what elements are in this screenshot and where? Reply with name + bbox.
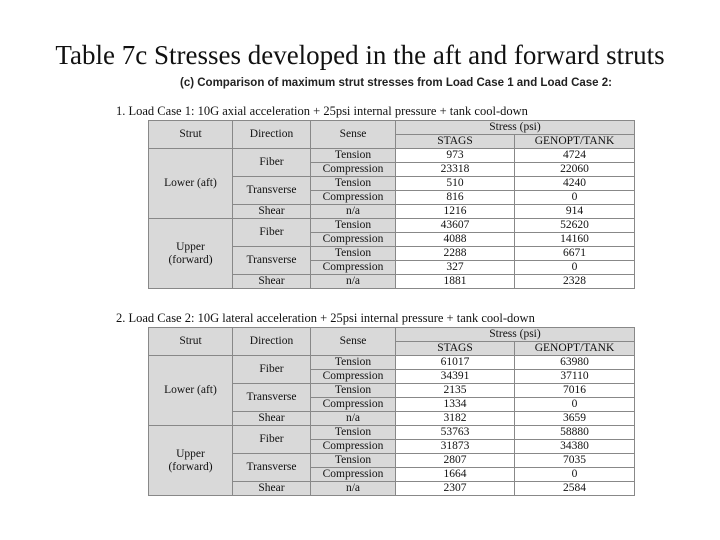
genopt-value: 914 [515, 205, 635, 219]
genopt-value: 6671 [515, 247, 635, 261]
direction-fiber: Fiber [233, 356, 311, 384]
case1-title: 1. Load Case 1: 10G axial acceleration + 25psi internal pressure + tank cool-down [116, 104, 528, 118]
sense-cell: Compression [311, 191, 396, 205]
genopt-value: 0 [515, 191, 635, 205]
stags-value: 61017 [396, 356, 515, 370]
stags-value: 4088 [396, 233, 515, 247]
direction-shear: Shear [233, 412, 311, 426]
header-direction: Direction [233, 121, 311, 149]
direction-transverse: Transverse [233, 247, 311, 275]
header-stags: STAGS [396, 135, 515, 149]
header-strut: Strut [149, 121, 233, 149]
sense-cell: Compression [311, 233, 396, 247]
genopt-value: 2584 [515, 482, 635, 496]
stags-value: 510 [396, 177, 515, 191]
sense-cell: Compression [311, 398, 396, 412]
case1-table [148, 120, 635, 289]
genopt-value: 3659 [515, 412, 635, 426]
table-row [149, 149, 635, 163]
direction-fiber: Fiber [233, 426, 311, 454]
sense-cell: Tension [311, 384, 396, 398]
genopt-value: 58880 [515, 426, 635, 440]
stags-value: 816 [396, 191, 515, 205]
stags-value: 34391 [396, 370, 515, 384]
sense-cell: Tension [311, 426, 396, 440]
strut-upper-line1: Upper [176, 447, 205, 460]
strut-upper [149, 426, 233, 496]
sense-cell: Tension [311, 149, 396, 163]
sense-cell: n/a [311, 482, 396, 496]
genopt-value: 52620 [515, 219, 635, 233]
case2-title: 2. Load Case 2: 10G lateral acceleration + 25psi internal pressure + tank cool-down [116, 311, 535, 325]
sense-cell: Compression [311, 261, 396, 275]
strut-lower: Lower (aft) [149, 149, 233, 219]
header-strut: Strut [149, 328, 233, 356]
sense-cell: Tension [311, 177, 396, 191]
genopt-value: 14160 [515, 233, 635, 247]
genopt-value: 7016 [515, 384, 635, 398]
direction-fiber: Fiber [233, 219, 311, 247]
stags-value: 3182 [396, 412, 515, 426]
direction-shear: Shear [233, 205, 311, 219]
direction-fiber: Fiber [233, 149, 311, 177]
header-direction: Direction [233, 328, 311, 356]
genopt-value: 4240 [515, 177, 635, 191]
genopt-value: 37110 [515, 370, 635, 384]
strut-upper [149, 219, 233, 289]
stags-value: 53763 [396, 426, 515, 440]
stags-value: 2135 [396, 384, 515, 398]
direction-shear: Shear [233, 482, 311, 496]
header-genopt: GENOPT/TANK [515, 342, 635, 356]
sense-cell: Tension [311, 247, 396, 261]
direction-transverse: Transverse [233, 454, 311, 482]
stags-value: 1334 [396, 398, 515, 412]
sense-cell: Compression [311, 468, 396, 482]
sense-cell: Tension [311, 356, 396, 370]
case2-table [148, 327, 635, 496]
stags-value: 31873 [396, 440, 515, 454]
stags-value: 973 [396, 149, 515, 163]
sense-cell: n/a [311, 412, 396, 426]
stags-value: 1881 [396, 275, 515, 289]
header-stags: STAGS [396, 342, 515, 356]
stags-value: 327 [396, 261, 515, 275]
table-row [149, 219, 635, 233]
table-row [149, 356, 635, 370]
stags-value: 23318 [396, 163, 515, 177]
stags-value: 1216 [396, 205, 515, 219]
sense-cell: n/a [311, 275, 396, 289]
sense-cell: Compression [311, 440, 396, 454]
table-subtitle: (c) Comparison of maximum strut stresses from Load Case 1 and Load Case 2: [180, 77, 613, 89]
stags-value: 43607 [396, 219, 515, 233]
direction-shear: Shear [233, 275, 311, 289]
genopt-value: 34380 [515, 440, 635, 454]
strut-upper-line2: (forward) [168, 460, 213, 473]
genopt-value: 4724 [515, 149, 635, 163]
genopt-value: 0 [515, 398, 635, 412]
stags-value: 2307 [396, 482, 515, 496]
genopt-value: 22060 [515, 163, 635, 177]
header-stress: Stress (psi) [396, 121, 635, 135]
genopt-value: 0 [515, 468, 635, 482]
stags-value: 2807 [396, 454, 515, 468]
strut-upper-line1: Upper [176, 240, 205, 253]
genopt-value: 7035 [515, 454, 635, 468]
sense-cell: Compression [311, 163, 396, 177]
direction-transverse: Transverse [233, 177, 311, 205]
genopt-value: 63980 [515, 356, 635, 370]
strut-lower: Lower (aft) [149, 356, 233, 426]
stags-value: 2288 [396, 247, 515, 261]
slide-title: Table 7c Stresses developed in the aft and forward struts [55, 40, 665, 70]
genopt-value: 2328 [515, 275, 635, 289]
header-genopt: GENOPT/TANK [515, 135, 635, 149]
sense-cell: n/a [311, 205, 396, 219]
genopt-value: 0 [515, 261, 635, 275]
sense-cell: Tension [311, 219, 396, 233]
sense-cell: Compression [311, 370, 396, 384]
strut-upper-line2: (forward) [168, 253, 213, 266]
header-stress: Stress (psi) [396, 328, 635, 342]
stags-value: 1664 [396, 468, 515, 482]
direction-transverse: Transverse [233, 384, 311, 412]
table-row [149, 426, 635, 440]
sense-cell: Tension [311, 454, 396, 468]
header-sense: Sense [311, 328, 396, 356]
header-sense: Sense [311, 121, 396, 149]
